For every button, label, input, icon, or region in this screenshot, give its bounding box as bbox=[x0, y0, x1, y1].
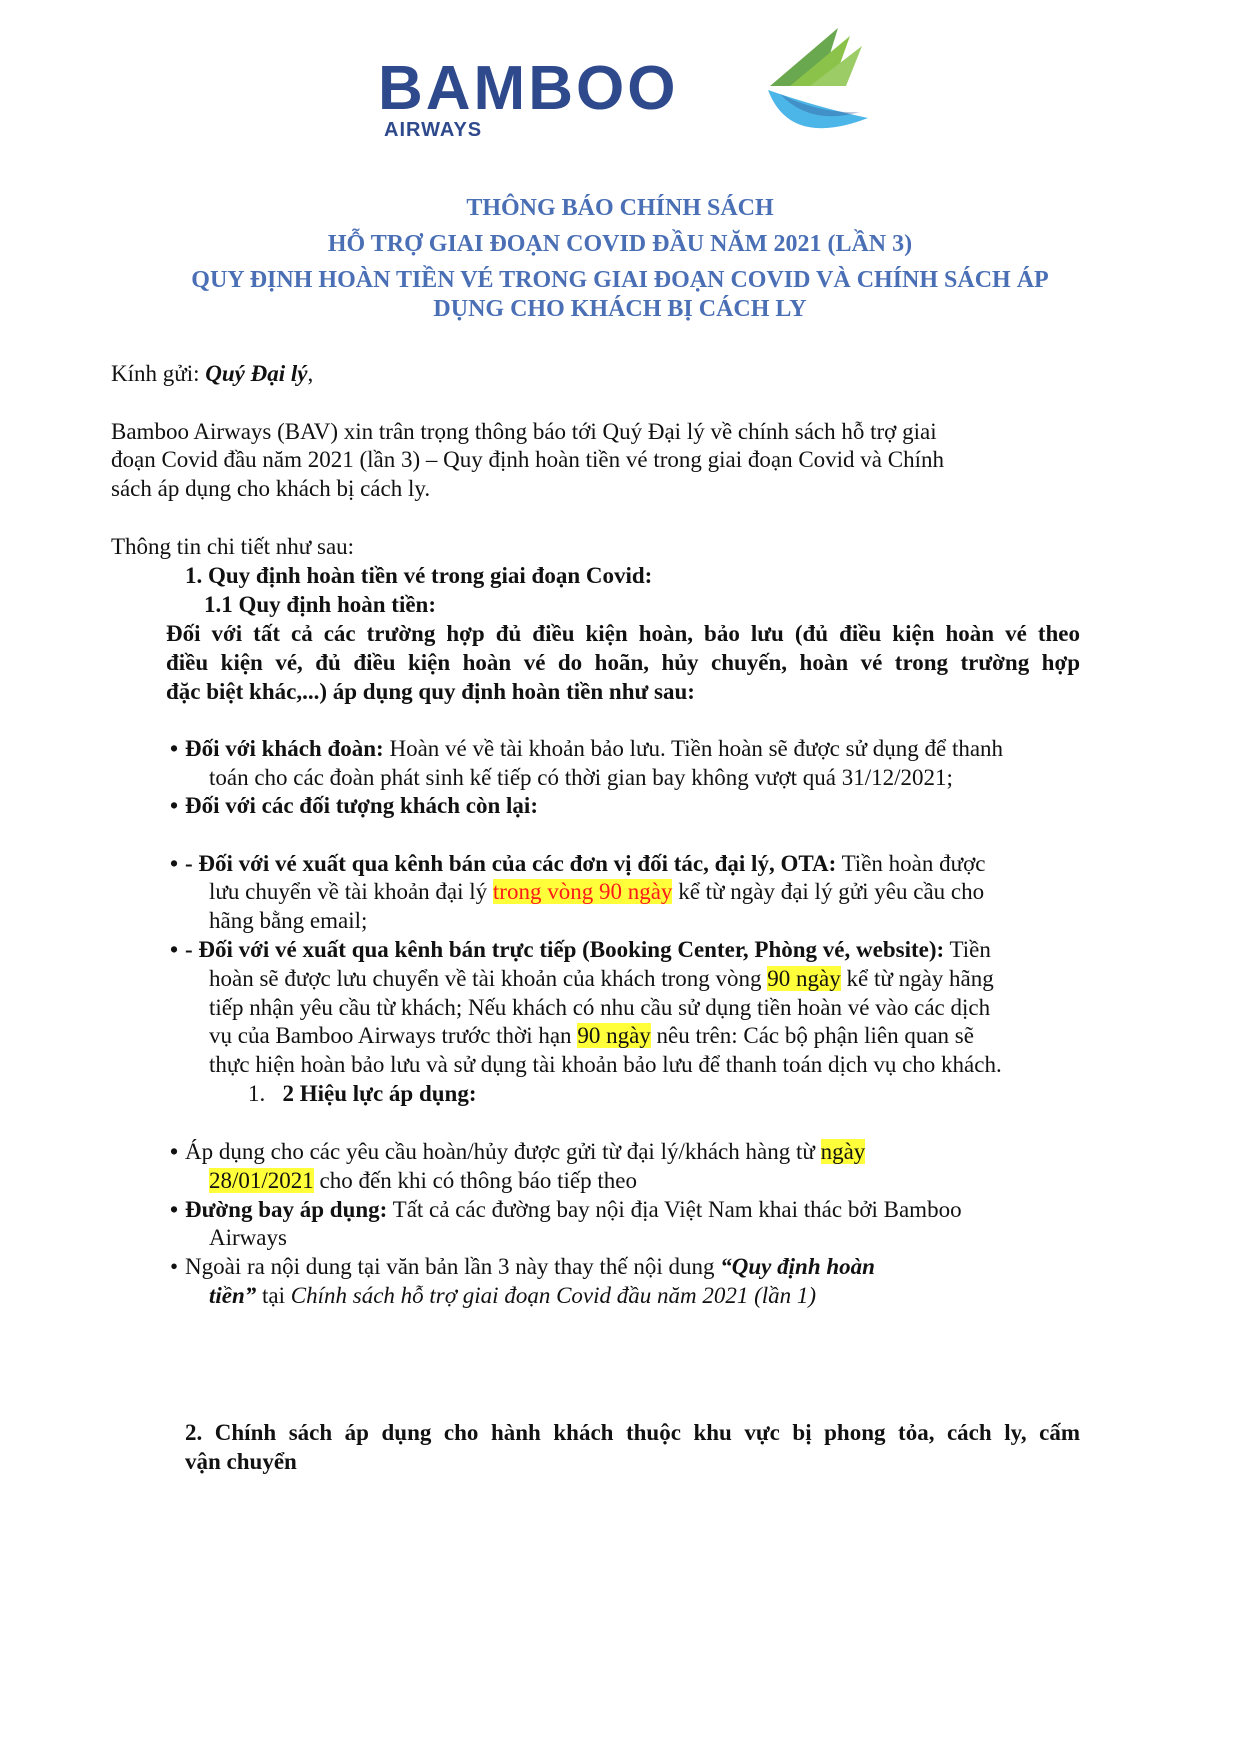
bullet-icon: • bbox=[170, 851, 179, 876]
highlight-ngay: ngày bbox=[820, 1139, 866, 1164]
highlight-within-90-days: trong vòng 90 ngày bbox=[492, 879, 673, 904]
bold-para-line-2: điều kiện vé, đủ điều kiện hoàn vé do hoãn, hủy chuyến, hoàn vé trong trường hợp bbox=[166, 650, 1080, 675]
bullet-icon: • bbox=[170, 1197, 179, 1222]
highlight-90-days: 90 ngày bbox=[767, 966, 841, 991]
bullet-effective-date: • Áp dụng cho các yêu cầu hoàn/hủy được gửi từ đại lý/khách hàng từ ngày bbox=[170, 1139, 866, 1164]
intro-line-3: sách áp dụng cho khách bị cách ly. bbox=[111, 476, 431, 501]
direct-channel-line-2: hoàn sẽ được lưu chuyển về tài khoản của khách trong vòng 90 ngày kể từ ngày hãng bbox=[209, 966, 994, 991]
routes-line-2: Airways bbox=[209, 1225, 287, 1250]
section-2-heading-line-1: 2. Chính sách áp dụng cho hành khách thuộc khu vực bị phong tỏa, cách ly, cấm bbox=[185, 1420, 1080, 1445]
title-line-3: QUY ĐỊNH HOÀN TIỀN VÉ TRONG GIAI ĐOẠN COVID VÀ CHÍNH SÁCH ÁP bbox=[191, 267, 1049, 293]
section-1-1-heading: 1.1 Quy định hoàn tiền: bbox=[204, 592, 436, 617]
effective-date-line-2: 28/01/2021 cho đến khi có thông báo tiếp theo bbox=[209, 1168, 637, 1193]
logo-wordmark: BAMBOO bbox=[378, 54, 679, 123]
highlight-90-days: 90 ngày bbox=[577, 1023, 651, 1048]
bold-para-line-3: đặc biệt khác,...) áp dụng quy định hoàn tiền như sau: bbox=[166, 679, 695, 704]
policy-reference: Chính sách hỗ trợ giai đoạn Covid đầu năm 2021 (lần 1) bbox=[290, 1283, 817, 1308]
group-passengers-line-2: toán cho các đoàn phát sinh kế tiếp có thời gian bay không vượt quá 31/12/2021; bbox=[209, 765, 953, 790]
intro-line-1: Bamboo Airways (BAV) xin trân trọng thông báo tới Quý Đại lý về chính sách hỗ trợ giai bbox=[111, 419, 937, 444]
logo-subtitle: AIRWAYS bbox=[384, 119, 483, 141]
title-line-2: HỖ TRỢ GIAI ĐOẠN COVID ĐẦU NĂM 2021 (LẦN 3) bbox=[327, 231, 913, 257]
intro-line-2: đoạn Covid đầu năm 2021 (lần 3) – Quy định hoàn tiền vé trong giai đoạn Covid và Chính bbox=[111, 447, 944, 472]
bullet-icon: • bbox=[170, 793, 179, 818]
replacement-note-line-2: tiền” tại Chính sách hỗ trợ giai đoạn Covid đầu năm 2021 (lần 1) bbox=[209, 1283, 817, 1308]
greeting: Kính gửi: Quý Đại lý, bbox=[111, 361, 314, 386]
bullet-routes: • Đường bay áp dụng: Tất cả các đường bay nội địa Việt Nam khai thác bởi Bamboo bbox=[170, 1197, 962, 1222]
bullet-icon: • bbox=[170, 1139, 179, 1164]
bold-para-line-1: Đối với tất cả các trường hợp đủ điều kiện hoàn, bảo lưu (đủ điều kiện hoàn vé theo bbox=[166, 621, 1080, 646]
partner-channel-line-2: lưu chuyển về tài khoản đại lý trong vòng 90 ngày kể từ ngày đại lý gửi yêu cầu cho bbox=[209, 879, 985, 904]
bamboo-airways-logo bbox=[378, 28, 878, 150]
direct-channel-line-4: vụ của Bamboo Airways trước thời hạn 90 ngày nêu trên: Các bộ phận liên quan sẽ bbox=[209, 1023, 974, 1048]
greeting-recipient: Quý Đại lý bbox=[205, 361, 308, 386]
bullet-icon: • bbox=[170, 736, 179, 761]
direct-channel-line-5: thực hiện hoàn bảo lưu và sử dụng tài khoản bảo lưu để thanh toán dịch vụ cho khách. bbox=[209, 1052, 1002, 1077]
bullet-group-passengers: • Đối với khách đoàn: Hoàn vé về tài khoản bảo lưu. Tiền hoàn sẽ được sử dụng để thanh bbox=[170, 736, 1004, 761]
bullet-direct-channel: • - Đối với vé xuất qua kênh bán trực tiếp (Booking Center, Phòng vé, website): Tiền bbox=[170, 937, 991, 962]
bullet-other-passengers: • Đối với các đối tượng khách còn lại: bbox=[170, 793, 538, 818]
section-1-heading: 1. Quy định hoàn tiền vé trong giai đoạn Covid: bbox=[185, 563, 653, 588]
title-line-1: THÔNG BÁO CHÍNH SÁCH bbox=[466, 195, 774, 221]
section-2-heading-line-2: vận chuyển bbox=[185, 1449, 297, 1474]
bullet-icon: • bbox=[170, 1254, 179, 1279]
bullet-partner-channel: • - Đối với vé xuất qua kênh bán của các đơn vị đối tác, đại lý, OTA: Tiền hoàn được bbox=[170, 851, 986, 876]
bullet-icon: • bbox=[170, 937, 179, 962]
direct-channel-line-3: tiếp nhận yêu cầu từ khách; Nếu khách có nhu cầu sử dụng tiền hoàn vé vào các dịch bbox=[209, 995, 991, 1020]
bullet-replacement-note: • Ngoài ra nội dung tại văn bản lần 3 này thay thế nội dung “Quy định hoàn bbox=[170, 1254, 875, 1279]
partner-channel-line-3: hãng bằng email; bbox=[209, 908, 368, 933]
title-line-4: DỤNG CHO KHÁCH BỊ CÁCH LY bbox=[433, 296, 807, 322]
highlight-date: 28/01/2021 bbox=[209, 1168, 314, 1193]
bamboo-leaf-icon bbox=[750, 28, 870, 150]
details-intro: Thông tin chi tiết như sau: bbox=[111, 534, 355, 559]
section-1-2-heading: 1. 2 Hiệu lực áp dụng: bbox=[248, 1081, 477, 1106]
